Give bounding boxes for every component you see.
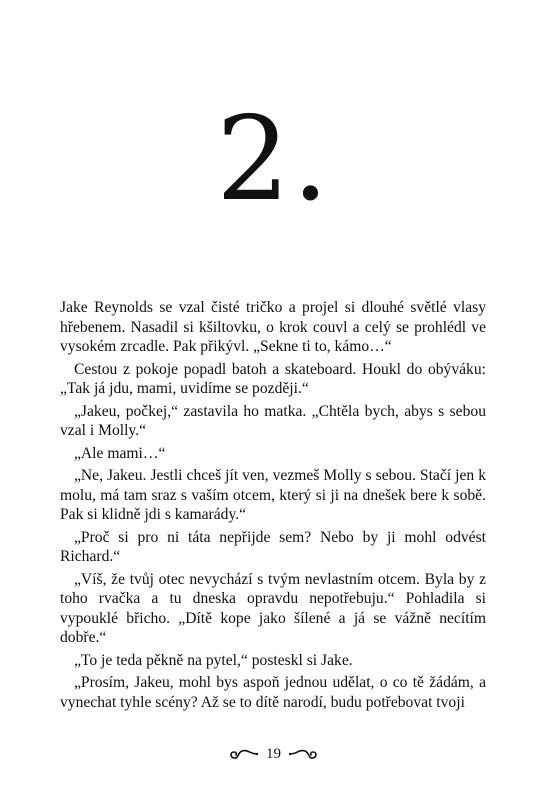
page-footer	[0, 742, 547, 766]
paragraph: Cestou z pokoje popadl batoh a skateboard. Houkl do obýváku: „Tak já jdu, mami, uvidíme se později.“	[60, 360, 486, 397]
swirl-ornament-right-icon	[289, 747, 319, 761]
swirl-ornament-left-icon	[228, 747, 258, 761]
paragraph: „Proč si pro ni táta nepřijde sem? Nebo by ji mohl odvést Richard.“	[60, 528, 486, 565]
paragraph: „Ale mami…“	[74, 444, 166, 462]
paragraph: „Ne, Jakeu. Jestli chceš jít ven, vezmeš Molly s sebou. Stačí jen k molu, má tam sraz s vaším otcem, který si ji na dnešek bere k sobě. Pak si klidně jdi s kamarády.“	[60, 467, 486, 523]
chapter-number: 2.	[216, 92, 331, 227]
paragraph: „Jakeu, počkej,“ zastavila ho matka. „Chtěla bych, abys s sebou vzal i Molly.“	[60, 402, 486, 439]
paragraph: „Prosím, Jakeu, mohl bys aspoň jednou udělat, o co tě žádám, a vynechat tyhle scény? Až se to dítě narodí, budu potřebovat tvoji	[60, 674, 486, 711]
body-text	[60, 298, 486, 712]
paragraph: „To je teda pěkně na pytel,“ posteskl si Jake.	[74, 651, 353, 669]
page-number: 19	[266, 746, 281, 762]
paragraph: Jake Reynolds se vzal čisté tričko a projel si dlouhé světlé vlasy hřebenem. Nasadil si kšiltovku, o krok couvl a celý se prohlédl ve vysokém zrcadle. Pak přikývl. „Sekne ti to, kámo…“	[60, 299, 486, 355]
paragraph: „Víš, že tvůj otec nevychází s tvým nevlastním otcem. Byla by z toho rvačka a tu dneska opravdu nepotřebuju.“ Pohladila si vypouklé břicho. „Dítě kope jako šílené a já se vážně necítím dobře.“	[60, 570, 486, 646]
